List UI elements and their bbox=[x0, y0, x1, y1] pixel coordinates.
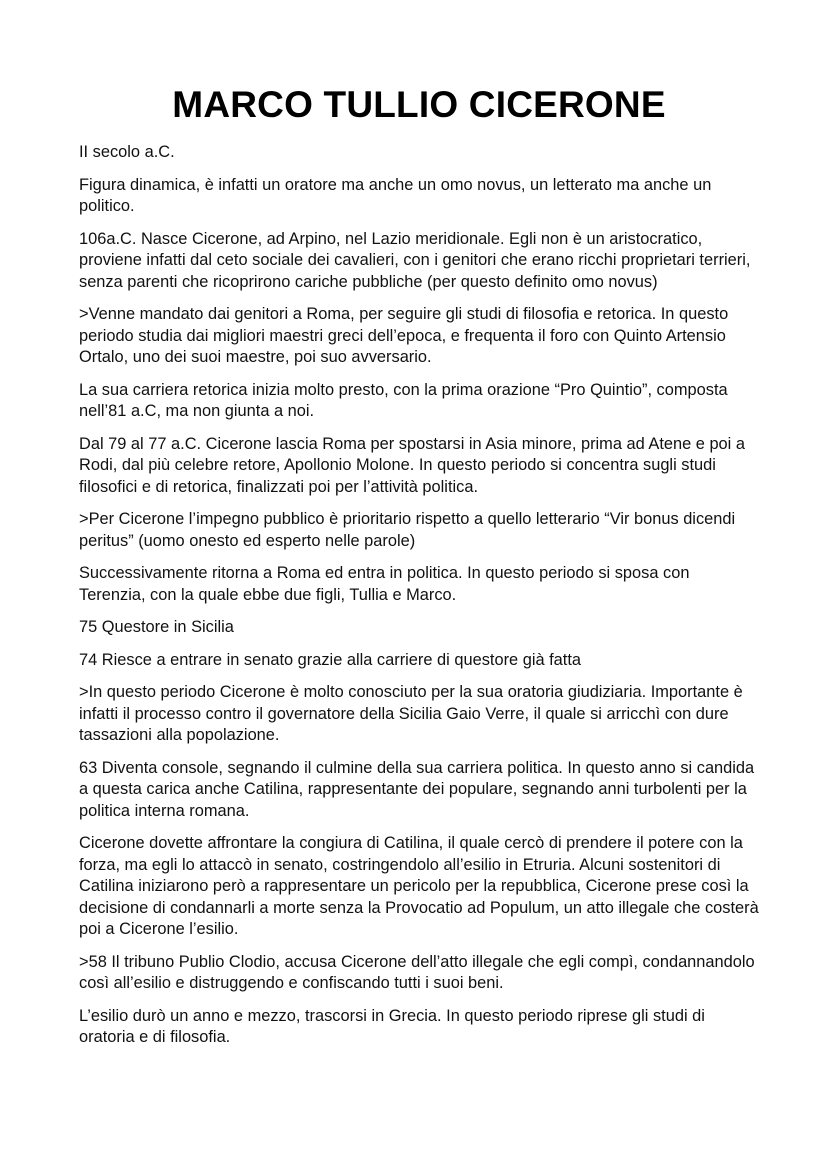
paragraph-marriage: Successivamente ritorna a Roma ed entra in politica. In questo periodo si sposa con Terenzia, con la quale ebbe due figli, Tullia e Marco. bbox=[79, 564, 690, 604]
paragraph-intro: Figura dinamica, è infatti un oratore ma anche un omo novus, un letterato ma anche un politico. bbox=[79, 175, 712, 215]
paragraph-century: II secolo a.C. bbox=[79, 143, 175, 161]
paragraph-education: >Venne mandato dai genitori a Roma, per seguire gli studi di filosofia e retorica. In questo periodo studia dai migliori maestri greci dell’epoca, e frequenta il foro con Quinto Artensio Ortalo, uno dei suoi maestre, poi suo avversario. bbox=[79, 305, 729, 366]
paragraph-first-oration: La sua carriera retorica inizia molto presto, con la prima orazione “Pro Quintio”, composta nell’81 a.C, ma non giunta a noi. bbox=[79, 380, 728, 420]
paragraph-verre-trial: >In questo periodo Cicerone è molto conosciuto per la sua oratoria giudiziaria. Importante è infatti il processo contro il governatore della Sicilia Gaio Verre, il quale si arricchì con dure tassazioni alla popolazione. bbox=[79, 683, 743, 744]
paragraph-public-duty: >Per Cicerone l’impegno pubblico è prioritario rispetto a quello letterario “Vir bonus dicendi peritus” (uomo onesto ed esperto nelle parole) bbox=[79, 510, 736, 550]
document-page bbox=[79, 82, 759, 1060]
paragraph-senate: 74 Riesce a entrare in senato grazie alla carriere di questore già fatta bbox=[79, 650, 582, 669]
paragraph-exile: L’esilio durò un anno e mezzo, trascorsi in Grecia. In questo periodo riprese gli studi di oratoria e di filosofia. bbox=[79, 1006, 705, 1046]
paragraph-clodio: >58 Il tribuno Publio Clodio, accusa Cicerone dell’atto illegale che egli compì, condannandolo così all’esilio e distruggendo e confiscando tutti i suoi beni. bbox=[79, 952, 755, 992]
paragraph-asia-minor: Dal 79 al 77 a.C. Cicerone lascia Roma per spostarsi in Asia minore, prima ad Atene e poi a Rodi, dal più celebre retore, Apollonio Molone. In questo periodo si concentra sugli studi filosofici e di retorica, finalizzati poi per l’attività politica. bbox=[79, 434, 745, 496]
document-title: MARCO TULLIO CICERONE bbox=[172, 84, 666, 125]
paragraph-birth: 106a.C. Nasce Cicerone, ad Arpino, nel Lazio meridionale. Egli non è un aristocratico, proviene infatti dal ceto sociale dei cavalieri, con i genitori che erano ricchi proprietari terrieri, senza parenti che ricoprirono cariche pubbliche (per questo definito omo novus) bbox=[79, 229, 751, 291]
paragraph-consul: 63 Diventa console, segnando il culmine della sua carriera politica. In questo anno si candida a questa carica anche Catilina, rappresentante dei populare, segnando anni turbolenti per la politica interna romana. bbox=[79, 758, 755, 820]
paragraph-catilina: Cicerone dovette affrontare la congiura di Catilina, il quale cercò di prendere il potere con la forza, ma egli lo attaccò in senato, costringendolo all’esilio in Etruria. Alcuni sostenitori di Catilina iniziarono però a rappresentare un pericolo per la repubblica, Cicerone prese così la decisione di condannarli a morte senza la Provocatio ad Populum, un atto illegale che costerà poi a Cicerone l’esilio. bbox=[79, 834, 759, 938]
paragraph-quaestor: 75 Questore in Sicilia bbox=[79, 618, 234, 636]
